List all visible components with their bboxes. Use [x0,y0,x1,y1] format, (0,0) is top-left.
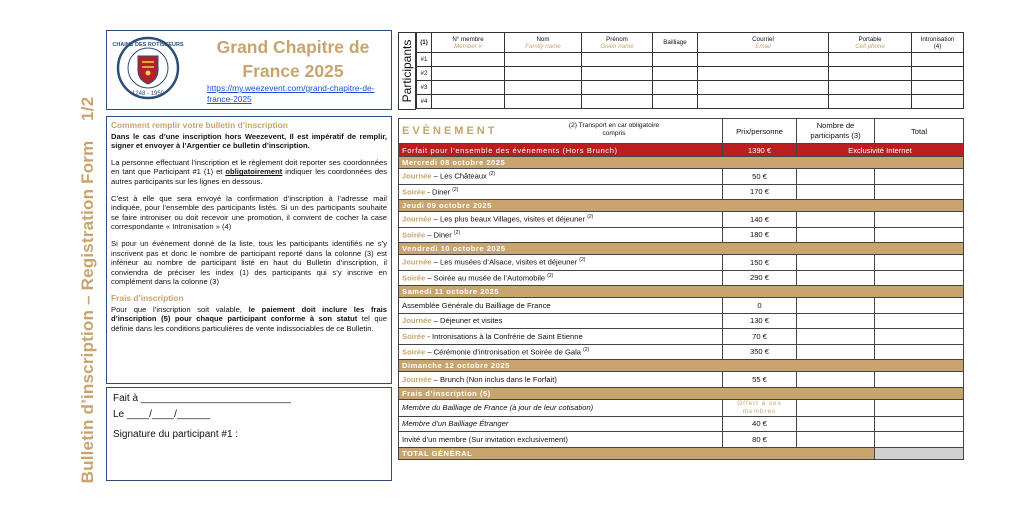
participant-index: #4 [417,95,432,109]
cell[interactable] [505,53,582,67]
total-cell[interactable] [875,399,964,416]
col-member: N° membre [452,35,484,43]
event-text: – Les Châteaux [431,172,489,182]
cell[interactable] [432,67,505,81]
col-intronisation: Intronisation [920,35,955,43]
event-note: (2) [453,229,461,236]
participant-count-cell[interactable] [797,344,875,360]
event-price: 40 € [723,416,797,432]
event-tag: Journée [402,172,432,182]
cell[interactable] [829,53,912,67]
participant-count-cell[interactable] [797,313,875,329]
instructions-p1: Dans le cas d’une inscription hors Weezevent, Il est impératif de remplir, signer et envoyer à l’Argentier ce bulletin d’inscription. [111,131,387,151]
instructions-p4: Si pour un événement donné de la liste, tous les participants identifiés ne s’y inscrivent pas et donc le nombre de participant reporté dans la colonne (3) est inférieur au nombre de participant listé en haut du Bulletin d’inscription, il conviendra de préciser les index (1) des participants qui s’y inscrive en complément dans la colonne (3) [111,238,387,287]
total-cell[interactable] [875,298,964,314]
event-label [399,344,723,360]
fait-a-field[interactable]: Fait à ___________________________ [113,393,291,404]
participant-count-cell[interactable] [797,416,875,432]
col-name: Nom [536,35,550,43]
col-email-sub: Email [755,42,771,50]
participant-index: #1 [417,53,432,67]
section-row [399,243,964,255]
cell[interactable] [432,95,505,109]
cell[interactable] [653,67,698,81]
total-row [399,447,964,459]
event-tag: Soirée [402,331,426,341]
participants-label: Participants [400,39,414,103]
total-cell[interactable] [875,184,964,200]
signature-label: Signature du participant #1 : [113,429,239,440]
cell[interactable] [698,53,829,67]
col-firstname-sub: Given name [600,42,634,50]
total-cell[interactable] [875,212,964,228]
event-price: 0 [723,298,797,314]
event-row [399,372,964,388]
instructions-p5a: Pour que l’inscription soit valable, [111,304,249,314]
total-cell[interactable] [875,169,964,185]
event-tag: Soirée [402,187,426,197]
participant-count-cell[interactable] [797,372,875,388]
fee-label: Membre du Bailliage de France (à jour de leur cotisation) [399,399,723,416]
chaine-logo [111,36,185,100]
event-price: Offert à ses membres [723,399,797,416]
cell[interactable] [432,81,505,95]
event-text: Assemblée Générale du Bailliage de France [402,300,551,310]
event-text: - Diner [425,187,453,197]
price-header: Prix/personne [723,119,797,144]
event-note: (2) [547,272,554,279]
cell[interactable] [912,81,964,95]
event-tag: Journée [402,374,432,384]
col-member-sub: Member # [454,42,482,50]
col-bailliage: Bailliage [663,39,687,46]
event-label [399,298,723,314]
event-price: 55 € [723,372,797,388]
total-cell[interactable] [875,270,964,286]
instructions-p5b: le paiement doit inclure les frais d’inscription (5) pour chaque participant conforme à son statut [111,304,387,324]
total-header: Total [875,119,964,144]
section-row [399,286,964,298]
event-row [399,344,964,360]
total-cell[interactable] [875,313,964,329]
cell[interactable] [653,53,698,67]
cell[interactable] [582,81,653,95]
cell[interactable] [653,95,698,109]
section-row [399,360,964,372]
event-row [399,416,964,432]
participant-index: #2 [417,67,432,81]
instructions-p2c: indiquer les coordonnées des autres participants sur les lignes en dessous. [111,167,387,186]
cell[interactable] [505,67,582,81]
participant-count-cell[interactable] [797,329,875,345]
total-cell[interactable] [875,227,964,243]
instructions-p2b: obligatoirement [225,167,283,177]
side-title-text: Bulletin d’inscription – Registration Form [78,140,97,484]
event-label [399,212,723,228]
instructions [111,121,387,340]
event-row [399,313,964,329]
package-price: 1390 € [723,144,797,157]
page-title: Grand Chapitre de France 2025 [216,37,370,81]
event-tag: Journée [402,258,432,268]
event-price: 290 € [723,270,797,286]
total-cell[interactable] [875,447,964,459]
fees-heading: Frais d’inscription [111,292,184,303]
participant-row [417,53,964,67]
event-row [399,432,964,448]
section-label: Mercredi 08 octobre 2025 [399,157,964,169]
fee-label: Invité d’un membre (Sur invitation exclusivement) [399,432,723,448]
event-note: (2) [587,214,594,221]
event-price: 140 € [723,212,797,228]
events-table [398,118,964,460]
cell[interactable] [829,67,912,81]
event-tag: Journée [402,215,432,225]
package-note: Exclusivité Internet [797,144,964,157]
total-cell[interactable] [875,372,964,388]
event-text: – Les plus beaux Villages, visites et déjeuner [431,215,588,225]
section-label: Frais d’inscription (5) [399,387,964,399]
section-row [399,200,964,212]
event-label [399,372,723,388]
event-price: 170 € [723,184,797,200]
section-label: Dimanche 12 octobre 2025 [399,360,964,372]
event-row [399,298,964,314]
instructions-p2a: La personne effectuant l’inscription et le règlement doit reporter ses coordonnées en tant que Participant #1 (1) et [111,157,387,177]
instructions-heading: Comment remplir votre bulletin d’inscription [111,120,288,130]
event-row [399,184,964,200]
participant-count-cell[interactable] [797,212,875,228]
cell[interactable] [432,53,505,67]
index-header: (1) [417,33,432,53]
participant-count-cell[interactable] [797,227,875,243]
event-tag: Journée [402,316,432,326]
section-label: Samedi 11 octobre 2025 [399,286,964,298]
date-field[interactable]: Le ____/____/______ [113,409,211,420]
event-text: – Soirée au musée de l’Automobile [425,273,548,283]
total-cell[interactable] [875,416,964,432]
transport-note: (2) Transport en car obligatoire compris [568,122,660,137]
event-row [399,227,964,243]
cell[interactable] [912,53,964,67]
event-text: – Cérémonie d’intronisation et Soirée de Gala [425,347,584,357]
cell[interactable] [505,95,582,109]
package-label: Forfait pour l’ensemble des événements (Hors Brunch) [399,144,723,157]
count-header: Nombre de participants (3) [797,119,875,144]
instructions-p5c: tel que définie dans les conditions particulières de vente indissociables de ce Bulletin. [111,314,387,333]
event-price: 50 € [723,169,797,185]
signature-area [113,391,383,443]
event-label [399,169,723,185]
participant-count-cell[interactable] [797,432,875,448]
event-tag: Soirée [402,347,426,357]
event-text: – Brunch (Non inclus dans le Forfait) [431,374,557,384]
cell[interactable] [912,67,964,81]
total-label: TOTAL GÉNÉRAL [399,447,875,459]
event-price: 70 € [723,329,797,345]
event-tag: Soirée [402,273,426,283]
logo-text: CHAINE DES ROTISSEURS [112,42,184,48]
cell[interactable] [829,95,912,109]
package-row [399,144,964,157]
event-label [399,313,723,329]
cell[interactable] [582,53,653,67]
section-row [399,157,964,169]
cell[interactable] [582,95,653,109]
participant-count-cell[interactable] [797,298,875,314]
participants-table [416,32,964,109]
event-price: 180 € [723,227,797,243]
section-label: Jeudi 09 octobre 2025 [399,200,964,212]
event-text: – Déjeuner et visites [431,316,503,326]
col-intronisation-sub: (4) [933,42,942,50]
event-price: 350 € [723,344,797,360]
col-name-sub: Family name [525,42,561,50]
event-label [399,329,723,345]
participant-row [417,81,964,95]
cell[interactable] [505,81,582,95]
cell[interactable] [653,81,698,95]
participant-count-cell[interactable] [797,255,875,271]
participant-index: #3 [417,81,432,95]
cell[interactable] [912,95,964,109]
event-row [399,212,964,228]
event-tag: Soirée [402,230,426,240]
participant-count-cell[interactable] [797,399,875,416]
event-note: (2) [452,186,459,193]
section-label: Vendredi 10 octobre 2025 [399,243,964,255]
participants-label-cell [398,32,416,110]
total-cell[interactable] [875,329,964,345]
total-cell[interactable] [875,432,964,448]
event-text: - Intronisations à la Confrérie de Saint Etienne [425,331,583,341]
event-row [399,270,964,286]
event-row [399,329,964,345]
fee-label: Membre d’un Bailliage Étranger [399,416,723,432]
logo-years: 1248 - 1950 [131,91,165,97]
event-label [399,184,723,200]
event-row [399,169,964,185]
event-text: – Les musées d’Alsace, visites et déjeuner [431,258,580,268]
instructions-p3: C’est à elle que sera envoyé la confirmation d’inscription à l’adresse mail indiquée, pour l’ensemble des participants listés. Si un des participants souhaite se faire introniser ou doit recevoir une promotion, il convient de cocher la case correspondante « Intronisation » (4) [111,193,387,232]
event-label [399,227,723,243]
participant-count-cell[interactable] [797,184,875,200]
participant-row [417,67,964,81]
total-cell[interactable] [875,255,964,271]
event-row [399,255,964,271]
cell[interactable] [829,81,912,95]
event-header: EVÈNEMENT [402,125,498,137]
cell[interactable] [698,81,829,95]
event-price: 150 € [723,255,797,271]
event-label [399,255,723,271]
participant-count-cell[interactable] [797,169,875,185]
event-price: 80 € [723,432,797,448]
col-email: Courriel [752,35,774,43]
page-number: 1/2 [78,96,97,121]
event-price: 130 € [723,313,797,329]
section-row [399,387,964,399]
event-row [399,399,964,416]
event-label [399,270,723,286]
participant-count-cell[interactable] [797,270,875,286]
col-phone: Portable [858,35,882,43]
event-note: (2) [488,171,496,178]
weezevent-link[interactable]: https://my.weezevent.com/grand-chapitre-de-france-2025 [207,83,375,104]
cell[interactable] [698,67,829,81]
cell[interactable] [698,95,829,109]
total-cell[interactable] [875,344,964,360]
col-phone-sub: Cell phone [855,42,885,50]
col-firstname: Prénom [606,35,628,43]
event-text: – Diner [425,230,454,240]
event-note: (2) [579,257,586,264]
cell[interactable] [582,67,653,81]
participant-row [417,95,964,109]
event-note: (2) [583,346,590,353]
